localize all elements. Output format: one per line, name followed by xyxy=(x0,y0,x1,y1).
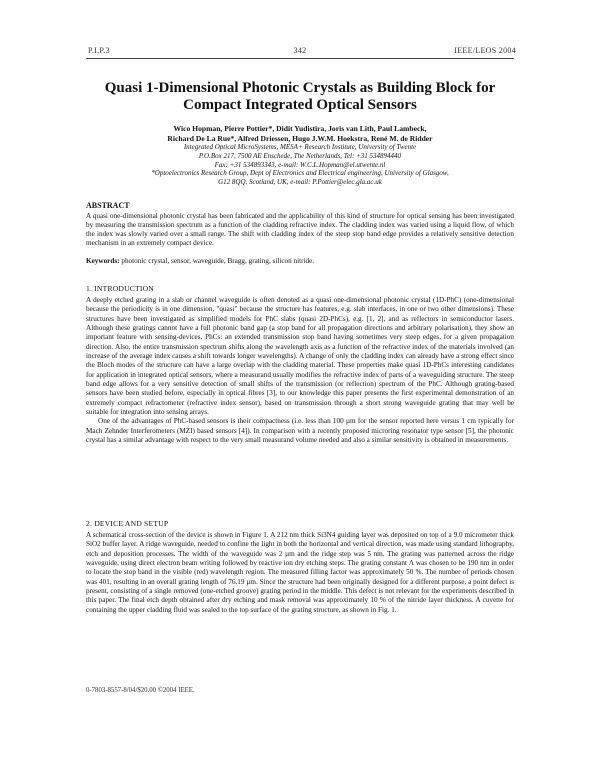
title-line-2: Compact Integrated Optical Sensors xyxy=(183,97,417,113)
device-paragraph-1: A schematical cross-section of the device is shown in Figure 1. A 212 nm thick Si3N4 guiding layer was deposited on top of a 9.0 micrometer thick SiO2 buffer layer. A ridge waveguide, needed to confine the light in both the horizontal and vertical direction, was made using standard lithography, etch and deposition processes. The width of the waveguide was 2 µm and the ridge step was 5 nm. The grating was patterned across the ridge waveguide, using direct electron beam writing followed by reactive ion dry etching steps. The grating constant Λ was chosen to be 190 nm in order to locate the stop band in the visible (red) wavelength region. The measured filling factor was approximately 50 %. The number of periods chosen was 401, resulting in an overall grating length of 76.19 µm. Since the structure had been originally designed for a different purpose, a point defect is present, consisting of a single removed (one-etched groove) grating period in the middle. This defect is not relevant for the experiments described in this paper. The final etch depth obtained after dry etching and mask removal was approximately 10 % of the nitride layer thickness. A cuvette for containing the upper cladding fluid was sealed to the top surface of the grating structure, as shown in Fig. 1. xyxy=(86,531,514,614)
affiliation-line-5: G12 8QQ, Scotland, UK, e-mail: P.Pottier@elec.gla.ac.uk xyxy=(218,178,382,187)
section-heading-introduction: 1. INTRODUCTION xyxy=(86,284,154,293)
keywords-text: photonic crystal, sensor, waveguide, Bragg, grating, silicon nitride. xyxy=(121,257,315,265)
title-line-1: Quasi 1-Dimensional Photonic Crystals as Building Block for xyxy=(104,80,496,96)
header-rule xyxy=(86,58,514,59)
affiliation-line-2: P.O.Box 217, 7500 AE Enschede, The Netherlands, Tel: +31 534894440 xyxy=(198,151,402,160)
section-body-device xyxy=(86,531,514,615)
abstract-text: A quasi one-dimensional photonic crystal has been fabricated and the applicability of this kind of structure for optical sensing has been investigated by measuring the transmission spectrum as a function of the cladding refractive index. The cladding index was varied using a liquid flow, of which the index was slowly varied over a small range. The shift with cladding index of the steep stop band edge provides a relatively sensitive detection mechanism in an extremely compact device. xyxy=(86,212,514,247)
copyright-footer: 0-7803-8557-8/04/$20.00 ©2004 IEEE. xyxy=(86,687,195,694)
page-number: 342 xyxy=(293,46,307,55)
authors-line-1: Wico Hopman, Pierre Pottier*, Didit Yudistira, Joris van Lith, Paul Lambeck, xyxy=(173,124,427,133)
affiliations xyxy=(86,143,514,187)
section-heading-device: 2. DEVICE AND SETUP xyxy=(86,519,169,528)
affiliation-line-1: Integrated Optical MicroSystems, MESA+ Research Institute, University of Twente xyxy=(183,143,417,151)
intro-paragraph-2: One of the advantages of PhC-based sensors is their compactness (i.e. less than 100 µm for the sensor reported here versus 1 cm typically for Mach Zehnder Interferometers (MZI) based sensors [4]). In comparison with a recently proposed microring resonator type sensor [5], the photonic crystal has a similar advantage with respect to the very small measurand volume needed and also a similar sensitivity is obtained in measurements. xyxy=(86,417,514,445)
author-list xyxy=(86,124,514,143)
paper-title xyxy=(86,80,514,114)
running-header-right: IEEE/LEOS 2004 xyxy=(454,46,516,55)
affiliation-line-4: *Optoelectronics Research Group, Dept of Electronics and Electrical engineering, University of Glasgow, xyxy=(151,169,449,178)
keywords xyxy=(86,257,514,266)
abstract-heading: ABSTRACT xyxy=(86,201,130,210)
section-body-introduction xyxy=(86,296,514,446)
authors-line-2: Richard De La Rue*, Alfred Driessen, Hugo J.W.M. Hoekstra, René M. de Ridder xyxy=(167,133,433,143)
intro-paragraph-1: A deeply etched grating in a slab or channel waveguide is often denoted as a quasi one-dimensional photonic crystal (1D-PhC) (one-dimensional because the periodicity is in one dimension, "quasi" because the structure has features, e.g. slab interfaces, in one or two other dimensions). These structures have been investigated as simplified models for PhC slabs (quasi 2D-PhCs), e.g. [1, 2], and as reflectors in semiconductor lasers. Although these gratings cannot have a full photonic band gap (a stop band for all propagation directions and arbitrary polarisation), they show an important feature with sensing-devices, PhCs: an extended transmission stop band having sometimes very steep edges, for a given propagation direction. Also, the entire transmission spectrum shifts along the wavelength axis as a function of the refractive index of the materials involved (an increase of the average index causes a shift towards longer wavelengths). A change of only the cladding index can already have a strong effect since the Bloch modes of the structure can have a large overlap with the cladding material. These properties make quasi 1D-PhCs interesting candidates for application in integrated optical sensors, where a measurand usually modifies the refractive index of parts of a waveguiding structure. The steep band edge allows for a very sensitive detection of small shifts of the transmission (or reflection) spectrum of the PhC. Although grating-based sensors have been studied before, especially in optical fibres [3], to our knowledge this paper presents the first experimental demonstration of an extremely compact refractometer (refractive index sensor), based on transmission through a short strong waveguide grating that may well be suitable for integration into sensing arrays. xyxy=(86,296,514,417)
affiliation-line-3: Fax: +31 534893343, e-mail: W.C.L.Hopman@el.utwente.nl xyxy=(214,160,386,169)
running-header-left: P.I.P.3 xyxy=(88,46,110,55)
keywords-label: Keywords: xyxy=(86,257,120,265)
